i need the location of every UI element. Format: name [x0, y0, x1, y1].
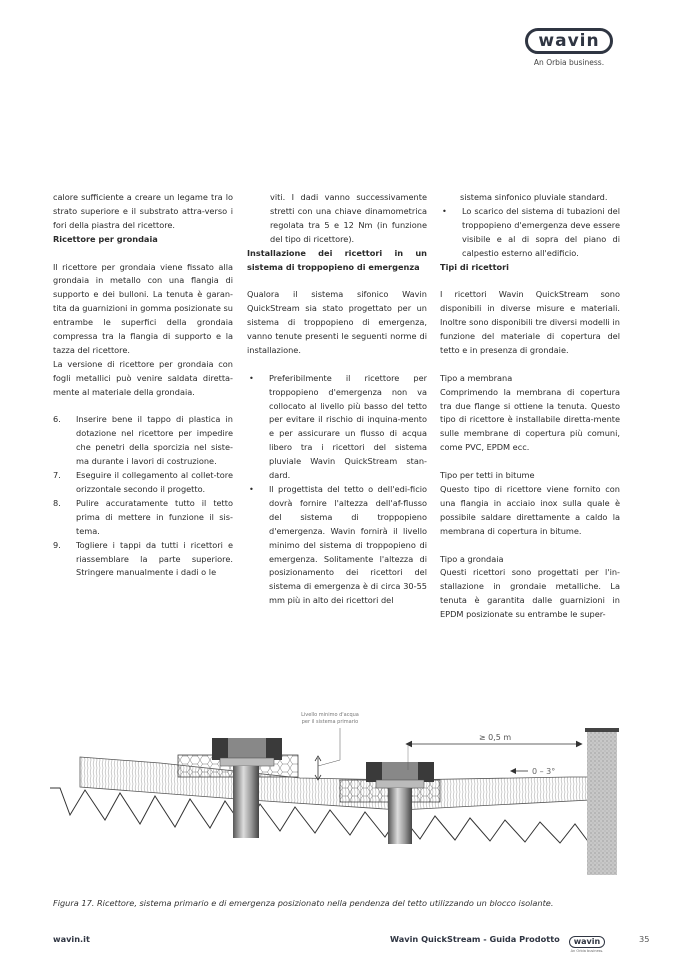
roof-drain-diagram: [50, 700, 635, 885]
section-heading: Ricettore per grondaia: [53, 233, 158, 244]
subheading: Tipo a grondaia: [440, 553, 504, 564]
text-column-1: [53, 191, 233, 580]
paragraph: Questi ricettori sono progettati per l'in-stallazione in grondaie metalliche. La tenuta è garantita dalle guarnizioni in EPDM posizionate su entrambe le super-: [440, 567, 620, 620]
step-text: Inserire bene il tappo di plastica in dotazione nel ricettore per impedire che penetri della sporcizia nel siste-ma durante i lavori di costruzione.: [76, 414, 233, 467]
section-heading: Tipi di ricettori: [440, 261, 509, 272]
step-number: 8.: [53, 497, 61, 508]
paragraph: Questo tipo di ricettore viene fornito con una flangia in acciaio inox sulla quale è possibile saldare direttamente a caldo la membrana di copertura in bitume.: [440, 483, 620, 536]
bullet-text: Lo scarico del sistema di tubazioni del troppopieno d'emergenza deve essere visibile e al di sopra del piano di calpestio esterno all'edificio.: [462, 205, 620, 258]
paragraph: Il ricettore per grondaia viene fissato alla grondaia in metallo con una flangia di supporto e dei bulloni. La tenuta è garan-tita da guarnizioni in gomma posizionate su entrambe le superfici della grondaia compressa tra la flangia di supporto e la tazza del ricettore.: [53, 261, 233, 355]
paragraph: La versione di ricettore per grondaia con fogli metallici può venire saldata diretta-mente al materiale della grondaia.: [53, 358, 233, 397]
bullet-icon: •: [442, 205, 447, 216]
step-number: 7.: [53, 470, 61, 481]
step-number: 9.: [53, 539, 61, 550]
paragraph: Comprimendo la membrana di copertura tra due flange si ottiene la tenuta. Questo tipo di ricettore è installabile diretta-mente sulle membrane di copertura più comuni, come PVC, EPDM ecc.: [440, 386, 620, 453]
logo-tagline: An Orbia business.: [533, 58, 605, 67]
footer-wavin-logo: [566, 929, 608, 953]
paragraph: calore sufficiente a creare un legame tra lo strato superiore e il substrato attra-verso i fori della piastra del ricettore.: [53, 192, 233, 230]
bullet-icon: •: [249, 484, 254, 494]
step-text: Togliere i tappi da tutti i ricettori e riassemblare la parte superiore. Stringere manualmente i dadi o le: [76, 539, 233, 578]
numbered-step: [53, 539, 233, 581]
bullet-item: [440, 205, 620, 261]
subheading: Tipo a membrana: [440, 372, 513, 383]
paragraph: Qualora il sistema sifonico Wavin QuickStream sia stato progettato per un sistema di troppopieno di emergenza, vanno tenute presenti le seguenti norme di installazione.: [247, 289, 427, 355]
bullet-text: Preferibilmente il ricettore per troppopieno d'emergenza non va collocato al livello più basso del tetto per evitare il rischio di inquina-mento e per assicurare un flusso di acqua libero tra i ricettori del sistema pluviale Wavin QuickStream stan-dard.: [269, 372, 427, 481]
footer-logo-wordmark: wavin: [569, 936, 605, 948]
text-column-3: [440, 191, 620, 622]
figure-caption: Figura 17. Ricettore, sistema primario e di emergenza posizionato nella pendenza del tetto utilizzando un blocco isolante.: [53, 898, 554, 908]
bullet-item: [247, 483, 427, 608]
diagram-distance-label: ≥ 0,5 m: [478, 733, 512, 742]
diagram-slope-label: 0 – 3°: [532, 767, 556, 776]
section-heading: Installazione dei ricettori in un sistema di troppopieno di emergenza: [247, 247, 427, 272]
paragraph: I ricettori Wavin QuickStream sono disponibili in diverse misure e materiali. Inoltre sono disponibili tre diversi modelli in funzione del materiale di copertura del tetto e in presenza di grondaie.: [440, 289, 620, 355]
numbered-step: [53, 497, 233, 539]
logo-wordmark: wavin: [525, 28, 612, 54]
footer-logo-tagline: An Orbia business.: [570, 949, 604, 953]
page-number: 35: [639, 934, 650, 944]
step-text: Eseguire il collegamento al collet-tore orizzontale secondo il progetto.: [76, 470, 233, 494]
footer-document-title: Wavin QuickStream - Guida Prodotto: [390, 934, 560, 944]
numbered-step: [53, 413, 233, 469]
bullet-text: Il progettista del tetto o dell'edi-ficio dovrà fornire l'altezza dell'af-flusso del sistema di troppopieno d'emergenza. Wavin fornirà il livello minimo del sistema di troppopieno di emergenza. Solitamente l'altezza di posizionamento dei ricettori del sistema di emergenza è di circa 30-55 mm più in alto dei ricettori del: [269, 484, 427, 606]
diagram-label-level: Livello minimo d'acqua: [301, 712, 359, 718]
numbered-step: [53, 469, 233, 497]
text-column-2: [247, 191, 427, 608]
step-continuation: viti. I dadi vanno successivamente stretti con una chiave dinamometrica regolata tra 5 e 12 Nm (in funzione del tipo di ricettore).: [270, 192, 427, 244]
step-number: 6.: [53, 414, 61, 425]
footer-website[interactable]: wavin.it: [53, 934, 90, 944]
bullet-icon: •: [249, 372, 254, 383]
bullet-continuation: sistema sinfonico pluviale standard.: [460, 192, 608, 202]
step-text: Pulire accuratamente tutto il tetto prima di mettere in funzione il sis-tema.: [76, 497, 233, 536]
bullet-item: [247, 372, 427, 483]
wavin-logo: [520, 28, 618, 67]
diagram-label-level-2: per il sistema primario: [301, 719, 359, 725]
subheading: Tipo per tetti in bitume: [440, 470, 535, 481]
